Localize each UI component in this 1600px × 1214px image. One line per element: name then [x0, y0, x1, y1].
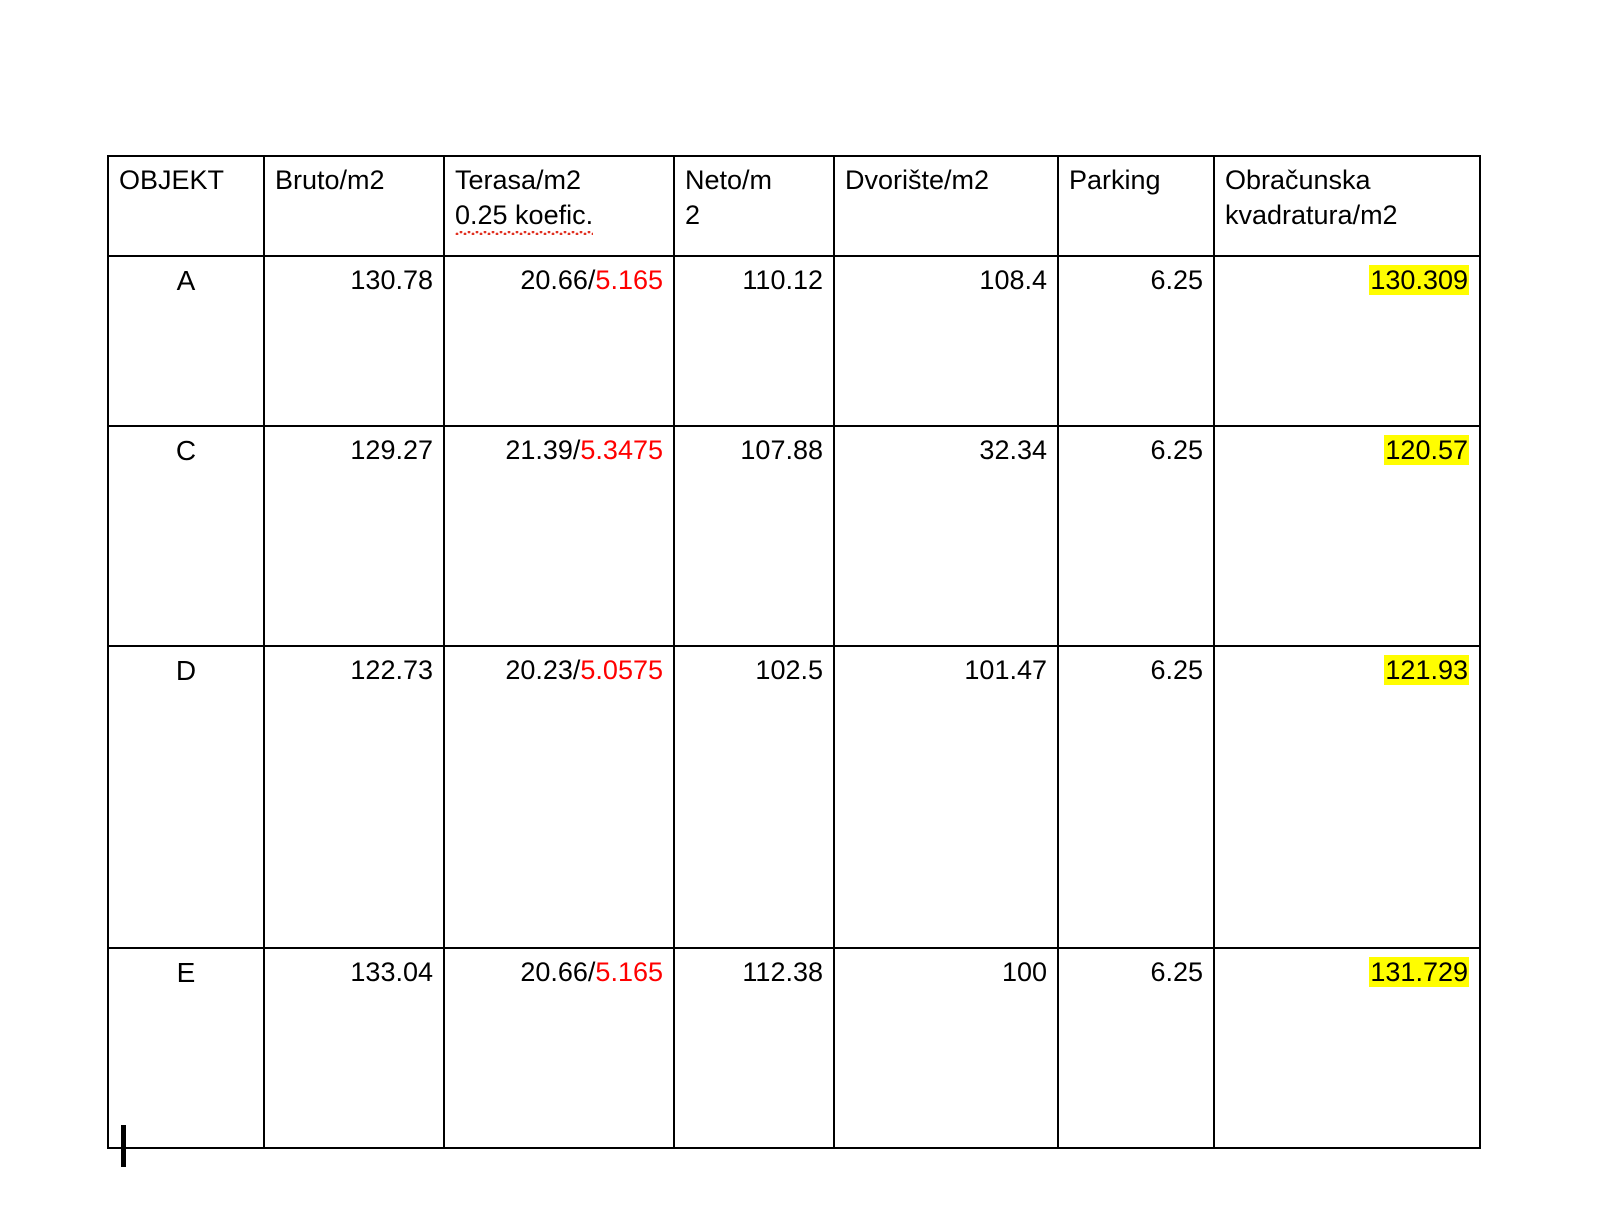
cell-terasa — [444, 646, 674, 948]
table-header — [108, 156, 1480, 256]
cell-terasa — [444, 256, 674, 426]
cell-parking: 6.25 — [1058, 256, 1214, 426]
cell-obracunska — [1214, 256, 1480, 426]
cell-dvoriste: 108.4 — [834, 256, 1058, 426]
cell-bruto: 133.04 — [264, 948, 444, 1148]
cell-bruto: 130.78 — [264, 256, 444, 426]
cell-obracunska — [1214, 646, 1480, 948]
obracunska-value: 121.93 — [1385, 655, 1468, 685]
header-bruto-label: Bruto/m2 — [275, 165, 385, 195]
table-row — [108, 426, 1480, 646]
terasa-base: 21.39/ — [505, 435, 581, 465]
cell-parking: 6.25 — [1058, 646, 1214, 948]
cell-bruto: 122.73 — [264, 646, 444, 948]
header-dvoriste-label: Dvorište/m2 — [845, 165, 990, 195]
cell-terasa — [444, 948, 674, 1148]
header-obracunska — [1214, 156, 1480, 256]
header-neto-sublabel: 2 — [685, 199, 701, 230]
header-bruto — [264, 156, 444, 256]
header-terasa-sublabel: 0.25 koefic. — [455, 198, 663, 233]
terasa-base: 20.66/ — [520, 957, 596, 987]
terasa-koeficient: 5.165 — [595, 957, 663, 987]
obracunska-value: 120.57 — [1385, 435, 1468, 465]
cell-objekt: A — [108, 256, 264, 426]
table-row — [108, 646, 1480, 948]
header-objekt — [108, 156, 264, 256]
cell-dvoriste: 32.34 — [834, 426, 1058, 646]
header-parking-label: Parking — [1069, 165, 1161, 195]
header-terasa — [444, 156, 674, 256]
text-cursor-marker — [121, 1125, 126, 1167]
header-terasa-label: Terasa/m2 — [455, 165, 582, 195]
table-row — [108, 256, 1480, 426]
cell-terasa — [444, 426, 674, 646]
cell-obracunska — [1214, 426, 1480, 646]
cell-parking: 6.25 — [1058, 426, 1214, 646]
header-obracunska-sublabel: kvadratura/m2 — [1225, 199, 1398, 230]
header-neto — [674, 156, 834, 256]
cell-dvoriste: 101.47 — [834, 646, 1058, 948]
terasa-koeficient: 5.165 — [595, 265, 663, 295]
header-row — [108, 156, 1480, 256]
terasa-base: 20.23/ — [505, 655, 581, 685]
cell-neto: 112.38 — [674, 948, 834, 1148]
cell-neto: 110.12 — [674, 256, 834, 426]
cell-objekt: D — [108, 646, 264, 948]
cell-obracunska — [1214, 948, 1480, 1148]
table-row — [108, 948, 1480, 1148]
cell-objekt: E — [108, 948, 264, 1148]
table-body — [108, 256, 1480, 1148]
header-dvoriste — [834, 156, 1058, 256]
cell-parking: 6.25 — [1058, 948, 1214, 1148]
terasa-koeficient: 5.0575 — [580, 655, 663, 685]
cell-dvoriste: 100 — [834, 948, 1058, 1148]
cell-neto: 102.5 — [674, 646, 834, 948]
obracunska-value: 131.729 — [1370, 957, 1468, 987]
table-container — [107, 155, 1479, 1149]
obracunska-value: 130.309 — [1370, 265, 1468, 295]
cell-neto: 107.88 — [674, 426, 834, 646]
apartment-area-table — [107, 155, 1481, 1149]
header-obracunska-label: Obračunska — [1225, 165, 1371, 195]
header-parking — [1058, 156, 1214, 256]
cell-objekt: C — [108, 426, 264, 646]
terasa-base: 20.66/ — [520, 265, 596, 295]
header-objekt-label: OBJEKT — [119, 165, 225, 195]
header-neto-label: Neto/m — [685, 165, 773, 195]
cell-bruto: 129.27 — [264, 426, 444, 646]
terasa-koeficient: 5.3475 — [580, 435, 663, 465]
